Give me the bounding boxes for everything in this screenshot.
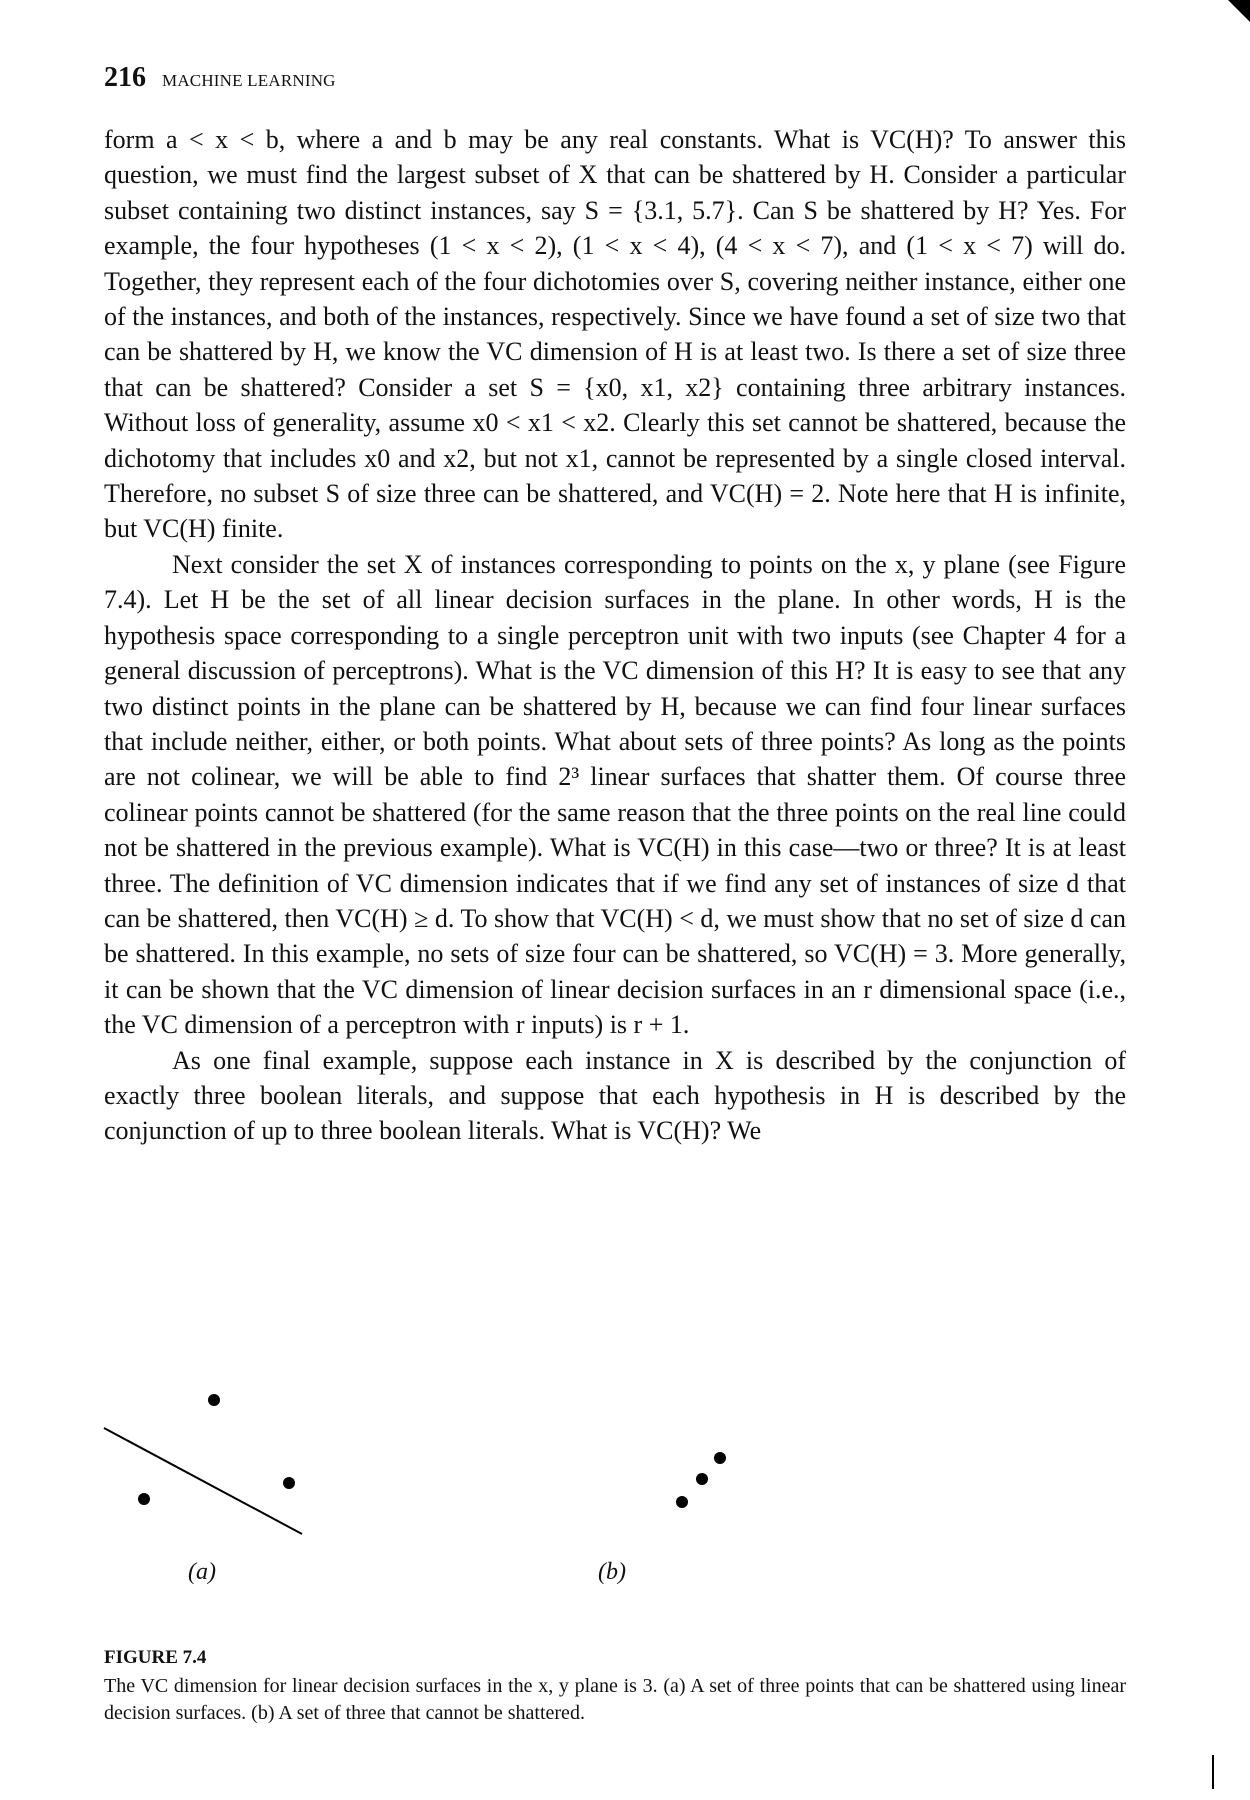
point-b-middle: [696, 1473, 708, 1485]
figure-caption: [104, 1647, 1126, 1727]
caption-title: FIGURE 7.4: [104, 1647, 207, 1668]
point-b-top: [714, 1452, 726, 1464]
figure-7-4: [90, 1360, 1150, 1610]
decision-line-a: [104, 1428, 302, 1534]
caption-text: The VC dimension for linear decision surfaces in the x, y plane is 3. (a) A set of three points that can be shattered using linear decision surfaces. (b) A set of three that cannot be shattered.: [104, 1675, 1126, 1724]
page-edge-mark: [1212, 1755, 1214, 1789]
paragraph-1: form a < x < b, where a and b may be any real constants. What is VC(H)? To answer this question, we must find the largest subset of X that can be shattered by H. Consider a particular subset containing two distinct instances, say S = {3.1, 5.7}. Can S be shattered by H? Yes. For example, the four hypotheses (1 < x < 2), (1 < x < 4), (4 < x < 7), and (1 < x < 7) will do. Together, they represent each of the four dichotomies over S, covering neither instance, either one of the instances, and both of the instances, respectively. Since we have found a set of size two that can be shattered by H, we know the VC dimension of H is at least two. Is there a set of size three that can be shattered? Consider a set S = {x0, x1, x2} containing three arbitrary instances. Without loss of generality, assume x0 < x1 < x2. Clearly this set cannot be shattered, because the dichotomy that includes x0 and x2, but not x1, cannot be represented by a single closed interval. Therefore, no subset S of size three can be shattered, and VC(H) = 2. Note here that H is infinite, but VC(H) finite.: [104, 125, 1126, 544]
book-title: MACHINE LEARNING: [162, 71, 336, 90]
page-corner-mark: [1228, 0, 1250, 22]
panel-a-shatterable-set: [104, 1394, 302, 1534]
point-a-right: [283, 1477, 295, 1489]
point-a-top: [208, 1394, 220, 1406]
body-text: [104, 122, 1126, 1149]
point-a-left: [138, 1493, 150, 1505]
panel-a-label: (a): [188, 1559, 216, 1585]
paragraph-3: As one final example, suppose each instance in X is described by the conjunction of exactly three boolean literals, and suppose that each hypothesis in H is described by the conjunction of up to three boolean literals. What is VC(H)? We: [104, 1045, 1126, 1146]
point-b-bottom: [676, 1496, 688, 1508]
page-number: 216: [104, 62, 146, 93]
panel-b-label: (b): [598, 1559, 626, 1585]
paragraph-2: Next consider the set X of instances corresponding to points on the x, y plane (see Figure 7.4). Let H be the set of all linear decision surfaces in the plane. In other words, H is the hypothesis space corresponding to a single perceptron unit with two inputs (see Chapter 4 for a general discussion of perceptrons). What is the VC dimension of this H? It is easy to see that any two distinct points in the plane can be shattered by H, because we can find four linear surfaces that include neither, either, or both points. What about sets of three points? As long as the points are not colinear, we will be able to find 2³ linear surfaces that shatter them. Of course three colinear points cannot be shattered (for the same reason that the three points on the real line could not be shattered in the previous example). What is VC(H) in this case—two or three? It is at least three. The definition of VC dimension indicates that if we find any set of instances of size d that can be shattered, then VC(H) ≥ d. To show that VC(H) < d, we must show that no set of size d can be shattered. In this example, no sets of size four can be shattered, so VC(H) = 3. More generally, it can be shown that the VC dimension of linear decision surfaces in an r dimensional space (i.e., the VC dimension of a perceptron with r inputs) is r + 1.: [104, 549, 1126, 1040]
panel-b-colinear-set: [676, 1452, 726, 1508]
running-head: [104, 62, 336, 94]
